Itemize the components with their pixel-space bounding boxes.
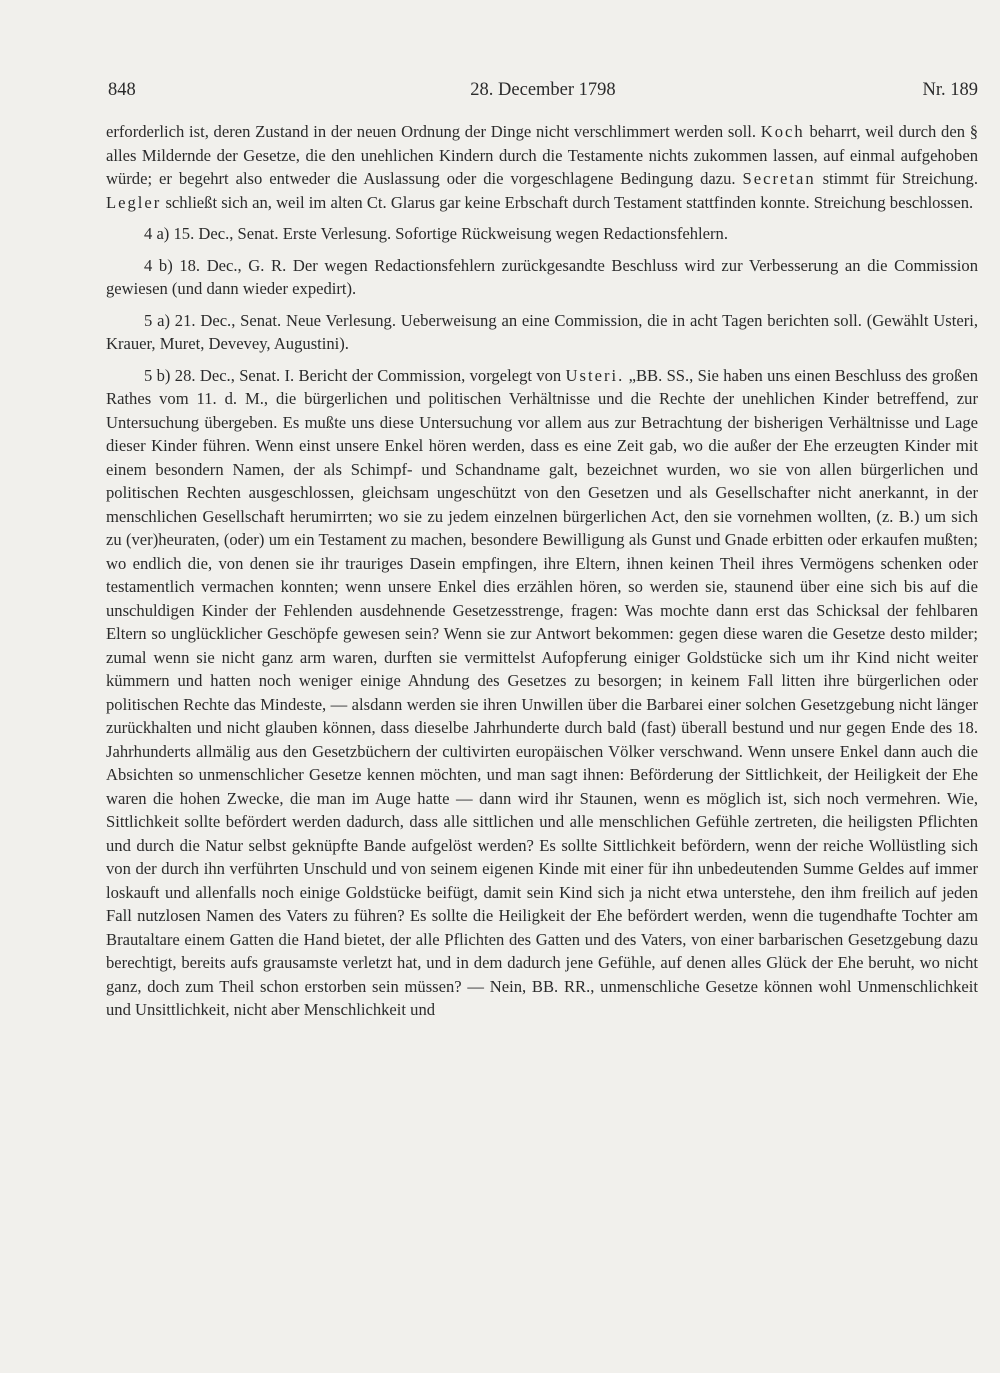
paragraph-4b: 4 b) 18. Dec., G. R. Der wegen Redactionsfehlern zurückgesandte Beschluss wird zur Verbesserung an die Commission gewiesen (und dann wieder expedirt). bbox=[106, 255, 978, 298]
paragraph-5b: 5 b) 28. Dec., Senat. I. Bericht der Commission, vorgelegt von Usteri. „BB. SS., Sie haben uns einen Beschluss des großen Rathes vom 11. d. M., die bürgerlichen und politischen Verhältnisse und die Rechte der unehlichen Kinder betreffend, zur Untersuchung übergeben. Es mußte uns diese Untersuchung vor allem aus zur Betrachtung der bisherigen Verhältnisse und Lage dieser Kinder führen. Wenn einst unsere Enkel hören werden, dass es eine Zeit gab, wo die außer der Ehe erzeugten Kinder mit einem besondern Namen, der als Schimpf- und Schandname galt, bezeichnet wurden, wo sie von allen bürgerlichen und politischen Rechten ausgeschlossen, gleichsam ungeschützt von den Gesetzen und als Gesellschafter nicht anerkannt, in der menschlichen Gesellschaft herumirrten; wo sie zu jedem einzelnen bürgerlichen Act, den sie vornehmen wollten, (z. B.) um sich zu (ver)heuraten, (oder) um ein Testament zu machen, besondere Bewilligung als Gunst und Gnade erbitten oder erkaufen mußten; wo endlich die, von denen sie ihr trauriges Dasein empfingen, ihre Eltern, ihnen keinen Theil ihres Vermögens schenken oder testamentlich vermachen konnten; wenn unsere Enkel dies erzählen hören, so werden sie, staunend über eine sich bis auf die unschuldigen Kinder der Fehlenden ausdehnende Gesetzesstrenge, fragen: Was mochte dann erst das Schicksal der fehlbaren Eltern so unglücklicher Geschöpfe gewesen sein? Wenn sie zur Antwort bekommen: gegen diese waren die Gesetze desto milder; zumal wenn sie nicht ganz arm waren, durften sie vermittelst Aufopferung einiger Goldstücke sich um ihr Kind nicht weiter kümmern und hatten noch weniger einige Ahndung des Gesetzes zu besorgen; in keinem Fall litten ihre bürgerlichen oder politischen Rechte das Mindeste, — alsdann werden sie ihren Unwillen über die Barbarei einer solchen Gesetzgebung nicht länger zurückhalten und nicht glauben können, dass dieselbe Jahrhunderte durch bald (fast) überall bestund und nur gegen Ende des 18. Jahrhunderts allmälig aus den Gesetzbüchern der cultivirten europäischen Völker verschwand. Wenn unsere Enkel dann auch die Absichten so unmenschlicher Gesetze kennen möchten, und man sagt ihnen: Beförderung der Sittlichkeit, der Heiligkeit der Ehe waren die hohen Zwecke, die man im Auge hatte — dann wird ihr Staunen, wenn es möglich ist, sich noch vermehren. Wie, Sittlichkeit sollte befördert werden dadurch, dass alle sittlichen und alle menschlichen Gefühle zertreten, die heiligsten Pflichten und durch die Natur selbst geknüpfte Bande aufgelöst werden? Es sollte Sittlichkeit befördern, wenn der reiche Wollüstling sich von der durch ihn verführten Unschuld und von seinem eigenen Kinde mit einer für ihn unbedeutenden Summe Geldes auf immer loskauft und allenfalls noch einige Goldstücke beifügt, damit sein Kind sich ja nicht etwa unterstehe, den ihm freilich auf jeden Fall nutzlosen Namen des Vaters zu führen? Es sollte die Heiligkeit der Ehe befördert werden, wenn die tugendhafte Tochter am Brautaltare einem Gatten die Hand bietet, der alle Pflichten des Gatten und des Vaters, von einer barbarischen Gesetzgebung dazu berechtigt, bereits aufs grausamste verletzt hat, und in dem dadurch jene Gefühle, auf denen alles Glück der Ehe beruht, wo nicht ganz, doch zum Theil schon erstorben sein müssen? — Nein, BB. RR., unmenschliche Gesetze können wohl Unmenschlichkeit und Unsittlichkeit, nicht aber Menschlichkeit und bbox=[106, 365, 979, 1019]
page-header bbox=[108, 80, 978, 108]
document-number: Nr. 189 bbox=[922, 80, 978, 100]
header-date: 28. December 1798 bbox=[470, 80, 616, 100]
body-text bbox=[106, 120, 978, 1022]
paragraph-continuation: erforderlich ist, deren Zustand in der neuen Ordnung der Dinge nicht verschlimmert werden soll. Koch beharrt, weil durch den § alles Mildernde der Gesetze, die den unehlichen Kindern durch die Testamente nichts zukommen lassen, auf einmal aufgehoben würde; er begehrt also entweder die Auslassung oder die vorgeschlagene Bedingung dazu. Secretan stimmt für Streichung. Legler schließt sich an, weil im alten Ct. Glarus gar keine Erbschaft durch Testament stattfinden konnte. Streichung beschlossen. bbox=[106, 122, 978, 212]
speaker-koch: Koch bbox=[760, 122, 805, 141]
paragraph-5a: 5 a) 21. Dec., Senat. Neue Verlesung. Ueberweisung an eine Commission, die in acht Tagen berichten soll. (Gewählt Usteri, Krauer, Muret, Devevey, Augustini). bbox=[106, 310, 978, 353]
speaker-legler: Legler bbox=[106, 192, 162, 212]
speaker-secretan: Secretan bbox=[742, 169, 816, 188]
paragraph-4a: 4 a) 15. Dec., Senat. Erste Verlesung. Sofortige Rückweisung wegen Redactionsfehlern. bbox=[144, 224, 729, 243]
speaker-usteri: Usteri. bbox=[565, 365, 625, 385]
page-number: 848 bbox=[108, 80, 136, 100]
